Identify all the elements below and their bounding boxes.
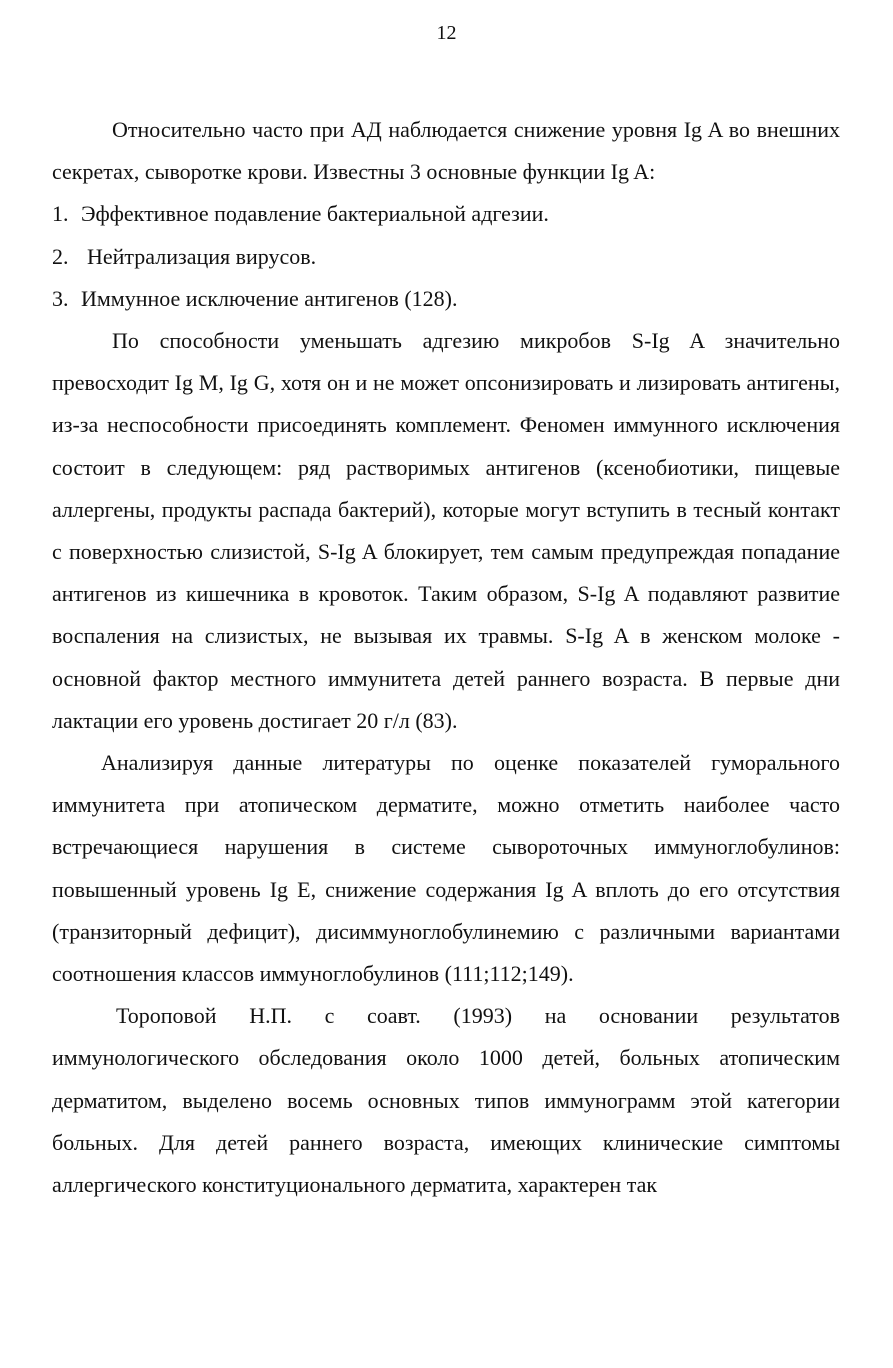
list-item-text: Иммунное исключение антигенов (128).: [81, 285, 458, 311]
page-number: 12: [436, 22, 457, 44]
paragraph-analysis: Анализируя данные литературы по оценке показателей гуморального иммунитета при атопическом дерматите, можно отметить наиболее часто встречающиеся нарушения в системе сывороточных иммуноглобулинов: повышенный уровень Ig E, снижение содержания Ig A вплоть до его отсутствия (транзиторный дефицит), дисиммуноглобулинемию с различными вариантами соотношения классов иммуноглобулинов (111;112;149).: [52, 750, 840, 987]
paragraph-intro: Относительно часто при АД наблюдается снижение уровня Ig A во внешних секретах, сыворотке крови. Известны 3 основные функции Ig A:: [52, 117, 840, 185]
list-item-number: 1.: [52, 201, 69, 227]
paragraph-toropova: Тороповой Н.П. с соавт. (1993) на основании результатов иммунологического обследования около 1000 детей, больных атопическим дерматитом, выделено восемь основных типов иммунограмм этой категории больных. Для детей раннего возраста, имеющих клинические симптомы аллергического конституционального дерматита, характерен так: [52, 1003, 840, 1198]
list-item-number: 3.: [52, 285, 69, 311]
function-list: [52, 193, 840, 320]
list-item-text: Эффективное подавление бактериальной адгезии.: [81, 201, 549, 227]
paragraph-siga: По способности уменьшать адгезию микробов S-Ig A значительно превосходит Ig M, Ig G, хотя он и не может опсонизировать и лизировать антигены, из-за неспособности присоединять комплемент. Феномен иммунного исключения состоит в следующем: ряд растворимых антигенов (ксенобиотики, пищевые аллергены, продукты распада бактерий), которые могут вступить в тесный контакт с поверхностью слизистой, S-Ig A блокирует, тем самым предупреждая попадание антигенов из кишечника в кровоток. Таким образом, S-Ig A подавляют развитие воспаления на слизистых, не вызывая их травмы. S-Ig A в женском молоке - основной фактор местного иммунитета детей раннего возраста. В первые дни лактации его уровень достигает 20 г/л (83).: [52, 328, 840, 733]
page-body: [52, 109, 840, 1206]
list-item-number: 2.: [52, 243, 69, 269]
list-item: [52, 236, 840, 278]
list-item: [52, 278, 840, 320]
list-item-text: Нейтрализация вирусов.: [87, 243, 317, 269]
list-item: [52, 193, 840, 235]
